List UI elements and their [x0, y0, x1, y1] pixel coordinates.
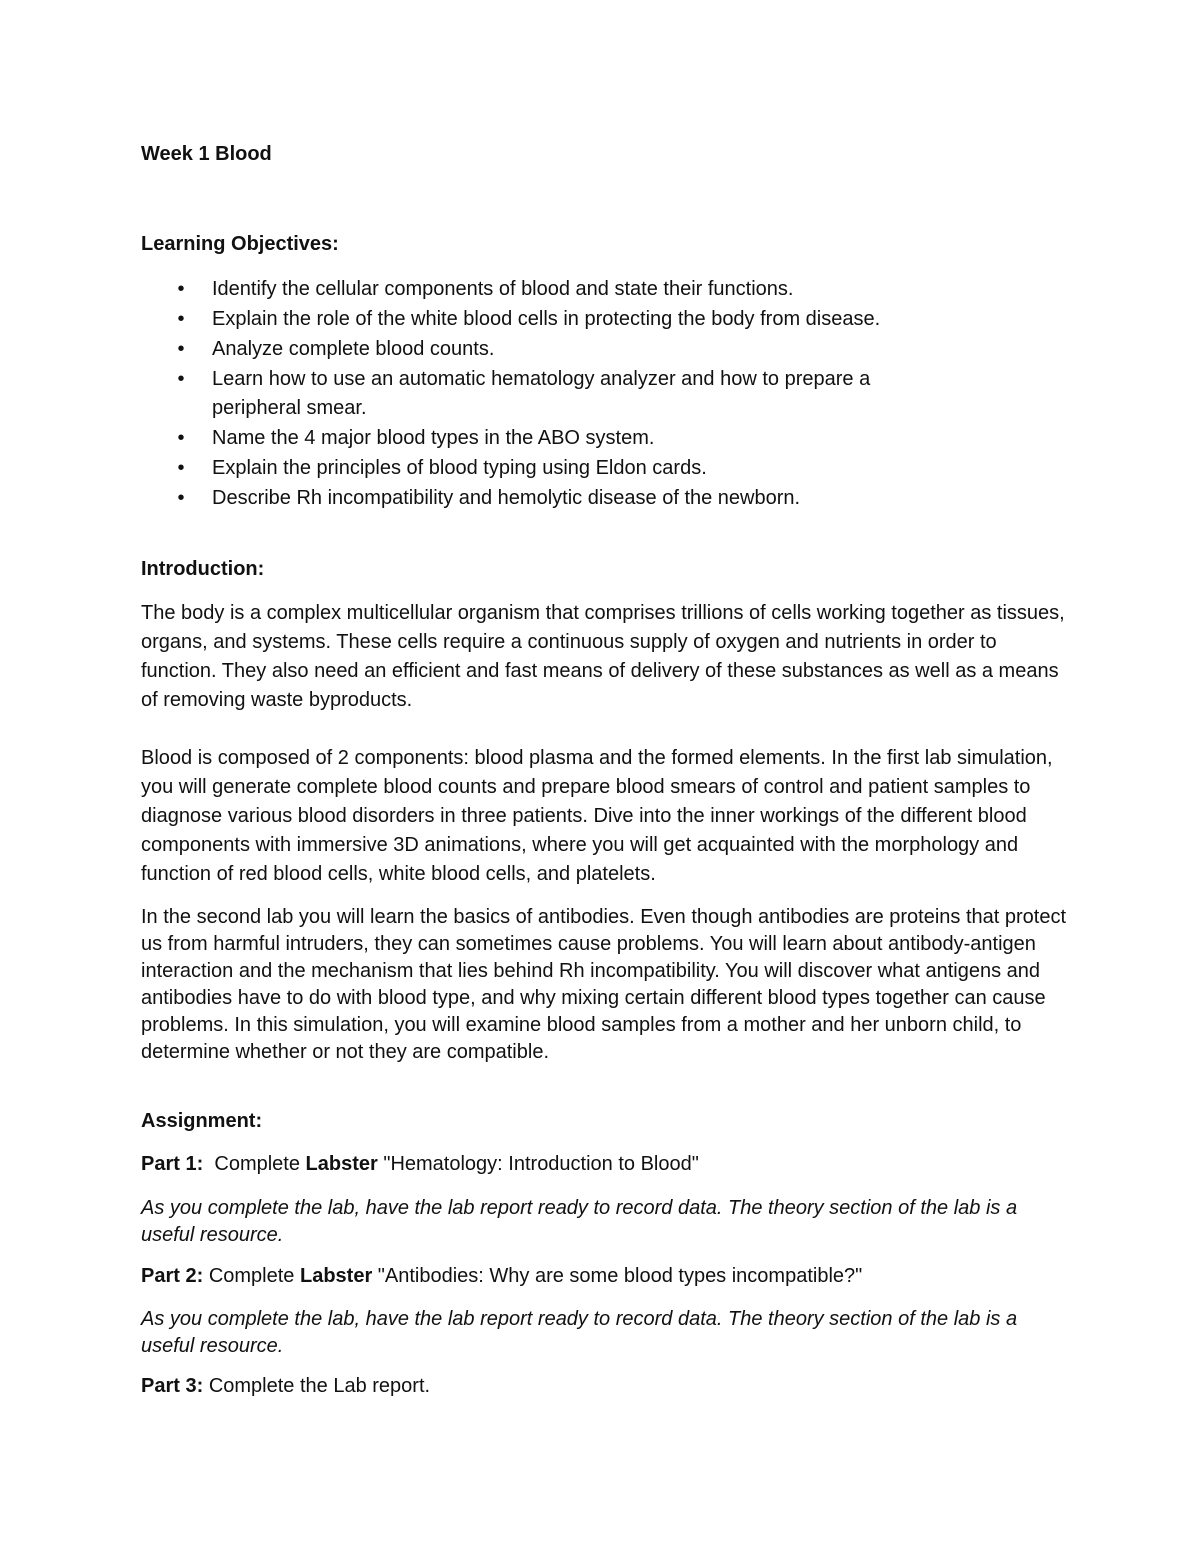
- intro-paragraph: Blood is composed of 2 components: blood plasma and the formed elements. In the first lab simulation, you will generate complete blood counts and prepare blood smears of control and patient samples to diagnose various blood disorders in three patients. Dive into the inner workings of the different blood components with immersive 3D animations, where you will get acquainted with the morphology and function of red blood cells, white blood cells, and platelets.: [141, 747, 1053, 885]
- bullet-icon: •: [177, 308, 185, 330]
- part2-line: [141, 1262, 1071, 1291]
- part2-note: As you complete the lab, have the lab report ready to record data. The theory section of the lab is a useful resource.: [141, 1308, 1018, 1357]
- intro-paragraph: The body is a complex multicellular organism that comprises trillions of cells working together as tissues, organs, and systems. These cells require a continuous supply of oxygen and nutrients in order to function. They also need an efficient and fast means of delivery of these substances as well as a means of removing waste byproducts.: [141, 602, 1065, 711]
- list-item: [141, 305, 1071, 334]
- objective-text: Analyze complete blood counts.: [212, 338, 495, 360]
- document-title: Week 1 Blood: [141, 143, 272, 165]
- part2-label: Part 2:: [141, 1265, 204, 1287]
- part1-brand: Labster: [305, 1153, 378, 1175]
- bullet-icon: •: [177, 487, 185, 509]
- objective-text: Describe Rh incompatibility and hemolytic disease of the newborn.: [212, 487, 801, 509]
- part1-note: As you complete the lab, have the lab report ready to record data. The theory section of the lab is a useful resource.: [141, 1197, 1018, 1246]
- bullet-icon: •: [177, 278, 185, 300]
- bullet-icon: •: [177, 427, 185, 449]
- part2-brand: Labster: [299, 1265, 373, 1287]
- intro-paragraph: In the second lab you will learn the basics of antibodies. Even though antibodies are proteins that protect us from harmful intruders, they can sometimes cause problems. You will learn about antibody-antigen interaction and the mechanism that lies behind Rh incompatibility. You will discover what antigens and antibodies have to do with blood type, and why mixing certain different blood types together can cause problems. In this simulation, you will examine blood samples from a mother and her unborn child, to determine whether or not they are compatible.: [141, 906, 1067, 1063]
- part1-pre: Complete: [214, 1153, 300, 1175]
- bullet-icon: •: [177, 368, 185, 390]
- part2-title: "Antibodies: Why are some blood types incompatible?": [377, 1265, 863, 1287]
- objective-text: Explain the principles of blood typing using Eldon cards.: [212, 457, 707, 479]
- introduction-heading: Introduction:: [141, 558, 265, 580]
- objective-text: Learn how to use an automatic hematology analyzer and how to prepare a peripheral smear.: [212, 368, 871, 419]
- list-item: [141, 424, 1071, 453]
- objective-text: Explain the role of the white blood cells in protecting the body from disease.: [212, 308, 881, 330]
- objective-text: Identify the cellular components of blood and state their functions.: [212, 278, 794, 300]
- part3-text: Complete the Lab report.: [208, 1375, 431, 1397]
- part2-pre: Complete: [208, 1265, 295, 1287]
- part3-label: Part 3:: [141, 1375, 204, 1397]
- list-item: [141, 335, 1071, 364]
- list-item: [141, 484, 1071, 513]
- objective-text: Name the 4 major blood types in the ABO system.: [212, 427, 655, 449]
- objectives-heading: Learning Objectives:: [141, 233, 339, 255]
- part1-label: Part 1:: [141, 1153, 204, 1175]
- assignment-heading: Assignment:: [141, 1110, 263, 1132]
- list-item: [141, 454, 1071, 483]
- part1-line: [141, 1150, 1071, 1179]
- list-item: [141, 275, 1071, 304]
- part3-line: [141, 1372, 1071, 1401]
- bullet-icon: •: [177, 457, 185, 479]
- part1-title: "Hematology: Introduction to Blood": [383, 1153, 699, 1175]
- bullet-icon: •: [177, 338, 185, 360]
- objectives-list: [141, 275, 1071, 514]
- list-item: [141, 365, 1071, 423]
